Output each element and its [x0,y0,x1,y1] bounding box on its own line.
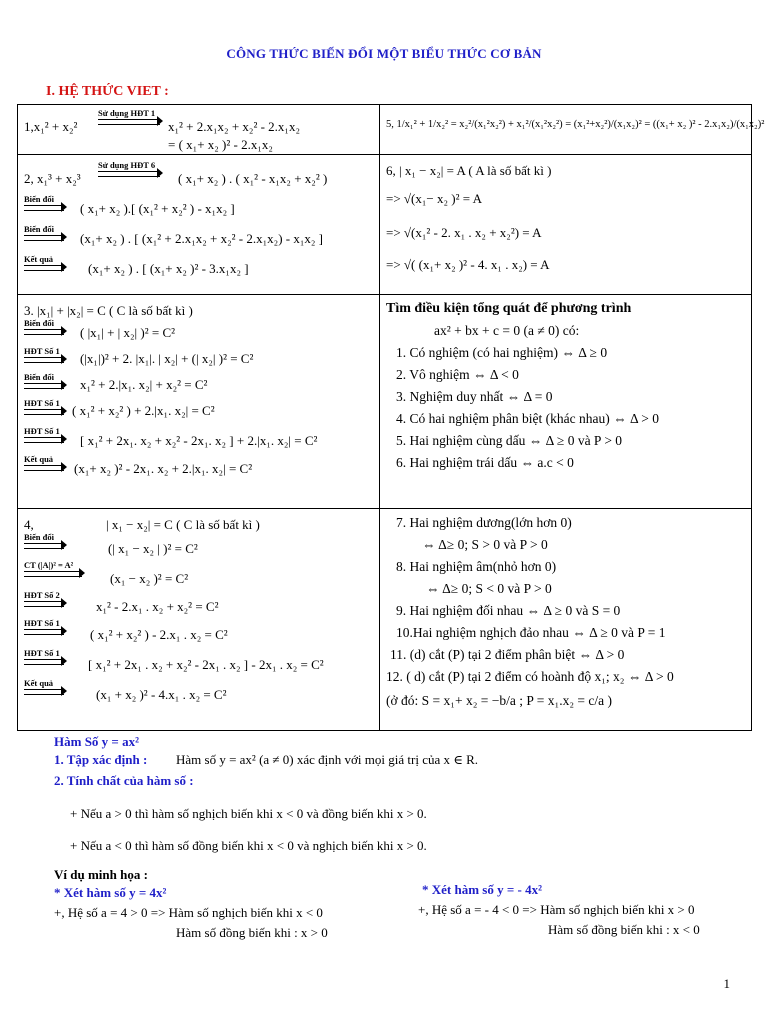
formula-line: | x₁ − x₂| = C ( C là số bất kì ) [106,517,260,532]
list-item: 4. Có hai nghiệm phân biệt (khác nhau) ⇔ Δ > 0 [396,411,659,426]
formula-line: = ( x₁+ x₂ )² - 2.x₁x₂ [168,137,273,152]
arrow-label: Biến đổi [24,533,64,549]
list-item: ⇔ Δ≥ 0; S < 0 và P > 0 [426,581,552,596]
list-item: 6. Hai nghiệm trái dấu ⇔ a.c < 0 [396,455,574,470]
formula-line: ( x₁² + x₂² ) + 2.|x₁. x₂| = C² [72,403,215,418]
arrow-label: HĐT Số 1 [24,619,64,635]
example-2-title: * Xét hàm số y = - 4x² [422,882,542,897]
list-item: 8. Hai nghiệm âm(nhỏ hơn 0) [396,559,557,574]
formula-line: 4, [24,517,34,532]
formula-line: (| x₁ − x₂ | )² = C² [108,541,198,556]
formula-line: 2, x₁³ + x₂³ [24,171,81,186]
example-2-line: Hàm số đồng biến khi : x < 0 [548,922,700,937]
list-item: 7. Hai nghiệm dương(lớn hơn 0) [396,515,572,530]
cell-formula-3 [18,295,380,509]
properties-label: 2. Tính chất của hàm số : [54,773,194,788]
formula-line: [ x₁² + 2x₁. x₂ + x₂² - 2x₁. x₂ ] + 2.|x₁. x₂| = C² [80,433,318,448]
formula-line: 1,x₁² + x₂² [24,119,78,134]
arrow-label: Sử dụng HĐT 6 [98,161,160,177]
section-heading: I. HỆ THỨC VIET : [46,84,169,99]
arrow-label: Biến đổi [24,195,64,211]
formula-line: => √( (x₁+ x₂ )² - 4. x₁ . x₂) = A [386,257,550,272]
cell-formula-1 [18,105,380,155]
property-line: + Nếu a < 0 thì hàm số đồng biến khi x < 0 và nghịch biến khi x > 0. [70,838,427,853]
formula-line: (x₁+ x₂ )² - 2x₁. x₂ + 2.|x₁. x₂| = C² [74,461,253,476]
arrow-label: HĐT Số 1 [24,649,64,665]
function-heading: Hàm Số y = ax² [54,734,139,749]
formula-line: ( x₁² + x₂² ) - 2.x₁ . x₂ = C² [90,627,228,642]
conditions-heading: Tìm điều kiện tổng quát để phương trình [386,301,632,316]
arrow-label: HĐT Số 1 [24,399,64,415]
arrow-label: HĐT Số 1 [24,427,64,443]
formula-line: (|x₁|)² + 2. |x₁|. | x₂| + (| x₂| )² = C² [80,351,254,366]
page-number: 1 [723,976,730,991]
list-item: 12. ( d) cắt (P) tại 2 điểm có hoành độ x₁; x₂ ⇔ Δ > 0 [386,669,674,684]
cell-formula-2 [18,155,380,295]
formula-line: 5, 1/x₁² + 1/x₂² = x₂²/(x₁²x₂²) + x₁²/(x₁²x₂²) = (x₁²+x₂²)/(x₁x₂)² = ((x₁+ x₂ )² - 2.x₁x₂)/(x₁x₂)² [386,119,765,130]
formula-line: => √(x₁² - 2. x₁ . x₂ + x₂²) = A [386,225,542,240]
formula-line: x₁² + 2.x₁x₂ + x₂² - 2.x₁x₂ [168,119,300,134]
arrow-label: Kết quả [24,679,64,695]
cell-conditions-2 [380,509,752,731]
list-item: 3. Nghiệm duy nhất ⇔ Δ = 0 [396,389,553,404]
formula-line: 6, | x₁ − x₂| = A ( A là số bất kì ) [386,163,552,178]
arrow-label: Biến đổi [24,225,64,241]
formula-line: x₁² + 2.|x₁. x₂| + x₂² = C² [80,377,208,392]
example-1-line: +, Hệ số a = 4 > 0 => Hàm số nghịch biến khi x < 0 [54,905,323,920]
formula-line: (x₁ − x₂ )² = C² [110,571,189,586]
arrow-label: HĐT Số 1 [24,347,64,363]
arrow-label: Kết quả [24,255,64,271]
formula-line: (x₁+ x₂ ) . [ (x₁+ x₂ )² - 3.x₁x₂ ] [88,261,249,276]
formula-line: ( x₁+ x₂ ) . ( x₁² - x₁x₂ + x₂² ) [178,171,328,186]
list-item: (ở đó: S = x₁+ x₂ = −b/a ; P = x₁.x₂ = c/a ) [386,693,613,708]
arrow-label: Biến đổi [24,319,64,335]
cell-conditions-1 [380,295,752,509]
formula-line: ( |x₁| + | x₂| )² = C² [80,325,176,340]
example-1-line: Hàm số đồng biến khi : x > 0 [176,925,328,940]
formula-line: 3. |x₁| + |x₂| = C ( C là số bất kì ) [24,303,193,318]
formula-line: (x₁ + x₂ )² - 4.x₁ . x₂ = C² [96,687,227,702]
list-item: 2. Vô nghiệm ⇔ Δ < 0 [396,367,519,382]
list-item: 9. Hai nghiệm đối nhau ⇔ Δ ≥ 0 và S = 0 [396,603,621,618]
formula-line: => √(x₁− x₂ )² = A [386,191,483,206]
formula-line: x₁² - 2.x₁ . x₂ + x₂² = C² [96,599,219,614]
cell-formula-6 [380,155,752,295]
equation: ax² + bx + c = 0 (a ≠ 0) có: [434,323,580,338]
list-item: ⇔ Δ≥ 0; S > 0 và P > 0 [422,537,548,552]
formula-line: (x₁+ x₂ ) . [ (x₁² + 2.x₁x₂ + x₂² - 2.x₁x₂) - x₁x₂ ] [80,231,323,246]
formula-table [17,104,765,731]
list-item: 11. (d) cắt (P) tại 2 điểm phân biệt ⇔ Δ > 0 [390,647,625,662]
cell-formula-5 [380,105,765,155]
cell-formula-4 [18,509,380,731]
formula-line: ( x₁+ x₂ ).[ (x₁² + x₂² ) - x₁x₂ ] [80,201,235,216]
example-1-title: * Xét hàm số y = 4x² [54,885,167,900]
property-line: + Nếu a > 0 thì hàm số nghịch biến khi x < 0 và đồng biến khi x > 0. [70,806,427,821]
arrow-label: HĐT Số 2 [24,591,64,607]
list-item: 5. Hai nghiệm cùng dấu ⇔ Δ ≥ 0 và P > 0 [396,433,623,448]
arrow-label: CT (|A|)² = A² [24,561,82,577]
formula-line: [ x₁² + 2x₁ . x₂ + x₂² - 2x₁ . x₂ ] - 2x₁ . x₂ = C² [88,657,324,672]
list-item: 10.Hai nghiệm nghịch đảo nhau ⇔ Δ ≥ 0 và P = 1 [396,625,666,640]
list-item: 1. Có nghiệm (có hai nghiệm) ⇔ Δ ≥ 0 [396,345,608,360]
page-title: CÔNG THỨC BIẾN ĐỔI MỘT BIỂU THỨC CƠ BẢN [226,46,542,61]
example-heading: Ví dụ minh họa : [54,867,148,882]
arrow-label: Kết quả [24,455,64,471]
domain-text: Hàm số y = ax² (a ≠ 0) xác định với mọi giá trị của x ∈ R. [176,752,479,767]
arrow-label: Sử dụng HĐT 1 [98,109,160,125]
arrow-label: Biến đổi [24,373,64,389]
example-2-line: +, Hệ số a = - 4 < 0 => Hàm số nghịch biến khi x > 0 [418,902,695,917]
domain-label: 1. Tập xác định : [54,752,148,767]
